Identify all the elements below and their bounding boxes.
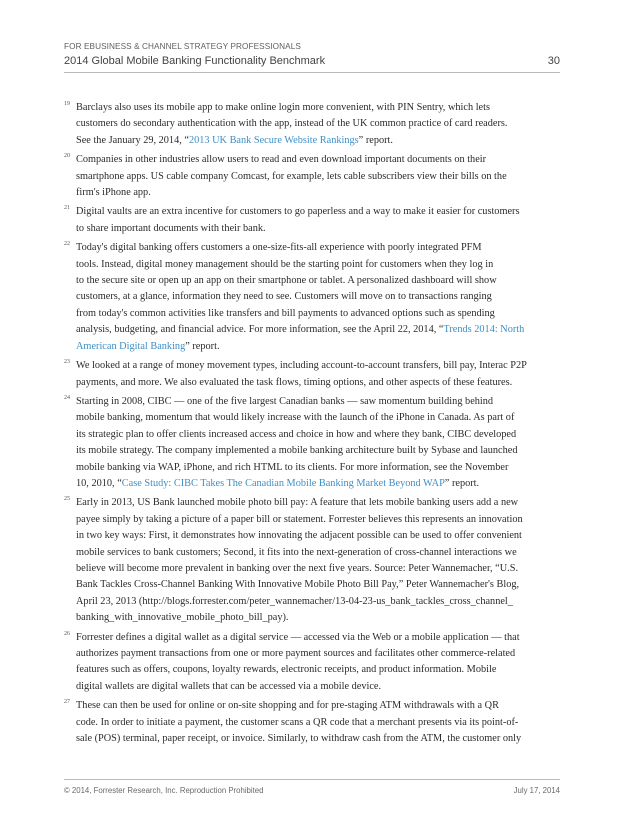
endnote-line	[76, 594, 558, 610]
endnote-text: Digital vaults are an extra incentive for customers to go paperless and a way to make it easier for customers	[76, 206, 520, 218]
endnote-text: authorizes payment transactions from one or more payment sources and facilitates other commerce-related	[76, 648, 516, 659]
endnote-number: 22	[64, 241, 70, 248]
endnote-line	[76, 512, 558, 528]
endnote-line	[76, 443, 558, 459]
endnote-text: code. In order to initiate a payment, the customer scans a QR code that a merchant presents via its point-of-	[76, 716, 519, 728]
endnote-text: smartphone apps. US cable company Comcast, for example, lets cable subscribers view their bills on the	[76, 170, 507, 182]
endnote-line	[76, 204, 558, 220]
endnote-line	[76, 610, 558, 626]
endnote-text: Barclays also uses its mobile app to make online login more convenient, with PIN Sentry, which lets	[76, 102, 490, 113]
endnote-line	[76, 679, 558, 695]
endnote-text: its strategic plan to offer clients increased access and choice in how and where they bank, CIBC developed	[76, 428, 517, 440]
endnote-line	[76, 322, 558, 338]
endnote-text: payee simply by taking a picture of a paper bill or statement. Forrester believes this represents an innovation	[76, 513, 523, 525]
endnote-line	[76, 427, 558, 443]
endnote	[64, 630, 558, 696]
endnote-line	[76, 133, 558, 149]
endnote-line	[76, 698, 558, 714]
endnotes-list	[64, 100, 558, 750]
endnote-line	[76, 116, 558, 132]
report-link[interactable]: 2013 UK Bank Secure Website Rankings	[188, 134, 359, 146]
endnote-line	[76, 273, 558, 289]
endnote-text: analysis, budgeting, and financial advice. For more information, see the April 22, 2014, “	[76, 324, 444, 336]
endnote	[64, 495, 558, 626]
endnote-text: digital wallets are digital wallets that can be accessed via a mobile device.	[76, 680, 382, 692]
endnote-line	[76, 561, 558, 577]
endnote-text: ” report.	[444, 477, 480, 489]
endnote-line	[76, 731, 558, 747]
endnote-text: sale (POS) terminal, paper receipt, or invoice. Similarly, to withdraw cash from the ATM, the customer only	[76, 733, 522, 745]
endnote-line	[76, 630, 558, 646]
endnote-line	[76, 715, 558, 731]
endnote-line	[76, 545, 558, 561]
endnote-text: customers, at a glance, information they need to see. Customers will move on to transactions ranging	[76, 291, 492, 303]
endnote-text: April 23, 2013 (http://blogs.forrester.com/peter_wannemacher/13-04-23-us_bank_tackles_cross_channel_	[76, 595, 513, 607]
endnote-line	[76, 577, 558, 593]
endnote-line	[76, 410, 558, 426]
endnote-text: from today's common activities like transfers and bill payments to advanced options such as spending	[76, 307, 495, 319]
endnote-line	[76, 240, 558, 256]
endnote	[64, 240, 558, 355]
endnote	[64, 358, 558, 391]
endnote-line	[76, 169, 558, 185]
endnote-line	[76, 662, 558, 678]
report-link[interactable]: American Digital Banking	[76, 340, 186, 352]
endnote-number: 21	[64, 205, 70, 212]
endnote-line	[76, 495, 558, 511]
endnote-text: mobile banking, momentum that would likely increase with the launch of the iPhone in Canada. As part of	[76, 412, 515, 424]
report-link[interactable]: Trends 2014: North	[443, 324, 525, 336]
endnote-line	[76, 152, 558, 168]
endnote-text: Early in 2013, US Bank launched mobile photo bill pay: A feature that lets mobile banking users add a new	[76, 497, 519, 509]
endnote-text: mobile banking via WAP, iPhone, and rich HTML to its clients. For more information, see the November	[76, 461, 509, 473]
endnote-line	[76, 460, 558, 476]
footer-copyright: © 2014, Forrester Research, Inc. Reproduction Prohibited	[64, 786, 264, 795]
endnote-line	[76, 221, 558, 237]
endnote-text: customers do secondary authentication with the app, instead of the UK common practice of card readers.	[76, 118, 508, 130]
endnote-number: 24	[64, 394, 70, 401]
endnote-text: Companies in other industries allow users to read and even download important documents on their	[76, 154, 487, 166]
endnote-number: 20	[64, 153, 70, 160]
endnote-line	[76, 375, 558, 391]
endnote-text: believe will become more prevalent in banking over the next five years. Source: Peter Wannemacher, “U.S.	[76, 562, 519, 574]
header-kicker: FOR EBUSINESS & CHANNEL STRATEGY PROFESSIONALS	[64, 42, 301, 51]
footer-date: July 17, 2014	[513, 786, 560, 795]
endnote-text: Forrester defines a digital wallet as a digital service — accessed via the Web or a mobile application — that	[76, 631, 520, 643]
endnote	[64, 204, 558, 237]
endnote-line	[76, 476, 558, 492]
page-number: 30	[547, 55, 560, 67]
endnote-line	[76, 358, 558, 374]
report-link[interactable]: Case Study: CIBC Takes The Canadian Mobile Banking Market Beyond WAP	[121, 477, 445, 489]
document-title: 2014 Global Mobile Banking Functionality Benchmark	[64, 55, 326, 67]
endnote-text: We looked at a range of money movement types, including account-to-account transfers, bill pay, Interac P2P	[76, 360, 527, 372]
endnote-text: to the secure site or open up an app on their smartphone or tablet. A personalized dashboard will show	[76, 275, 497, 287]
endnote-text: These can then be used for online or on-site shopping and for pre-staging ATM withdrawals with a QR	[76, 700, 499, 712]
endnote-text: firm's iPhone app.	[76, 187, 151, 199]
endnote-text: mobile services to bank customers; Second, it fits into the next-generation of cross-channel interactions we	[76, 546, 517, 558]
endnote-line	[76, 394, 558, 410]
endnote-text: payments, and more. We also evaluated the task flows, timing options, and other aspects of these features.	[76, 376, 513, 388]
footer-divider	[64, 779, 560, 780]
endnote-line	[76, 100, 558, 116]
endnote	[64, 394, 558, 492]
endnote-text: tools. Instead, digital money management should be the starting point for customers when they log in	[76, 258, 494, 270]
endnote-text: Starting in 2008, CIBC — one of the five largest Canadian banks — saw momentum building behind	[76, 395, 494, 407]
endnote-text: to share important documents with their bank.	[76, 222, 266, 234]
endnote-number: 27	[64, 699, 70, 706]
endnote-text: 10, 2010, “	[76, 477, 122, 489]
endnote-text: ” report.	[358, 134, 393, 146]
endnote-text: its mobile strategy. The company implemented a mobile banking architecture built by Sybase and launched	[76, 445, 518, 457]
endnote-text: ” report.	[185, 340, 220, 352]
endnote-number: 26	[64, 630, 70, 637]
endnote	[64, 100, 558, 149]
endnote-text: banking_with_innovative_mobile_photo_bill_pay).	[76, 612, 289, 624]
endnote-line	[76, 289, 558, 305]
endnote-line	[76, 339, 558, 355]
endnote-line	[76, 528, 558, 544]
endnote-text: in two key ways: First, it demonstrates how innovating the adjacent possible can be used to offer convenient	[76, 530, 522, 542]
endnote-line	[76, 257, 558, 273]
endnote-text: Today's digital banking offers customers a one-size-fits-all experience with poorly integrated PFM	[76, 242, 482, 254]
endnote-number: 25	[64, 496, 70, 503]
endnote	[64, 698, 558, 747]
endnote	[64, 152, 558, 201]
endnote-number: 23	[64, 359, 70, 366]
header-divider	[64, 72, 560, 73]
endnote-number: 19	[64, 101, 70, 107]
endnote-text: Bank Tackles Cross-Channel Banking With Innovative Mobile Photo Bill Pay,” Peter Wannemacher's Blog,	[76, 579, 520, 591]
endnote-line	[76, 185, 558, 201]
endnote-line	[76, 306, 558, 322]
endnote-text: See the January 29, 2014, “	[76, 134, 189, 146]
endnote-line	[76, 646, 558, 662]
endnote-text: features such as offers, coupons, loyalty rewards, electronic receipts, and product information. Mobile	[76, 664, 497, 676]
